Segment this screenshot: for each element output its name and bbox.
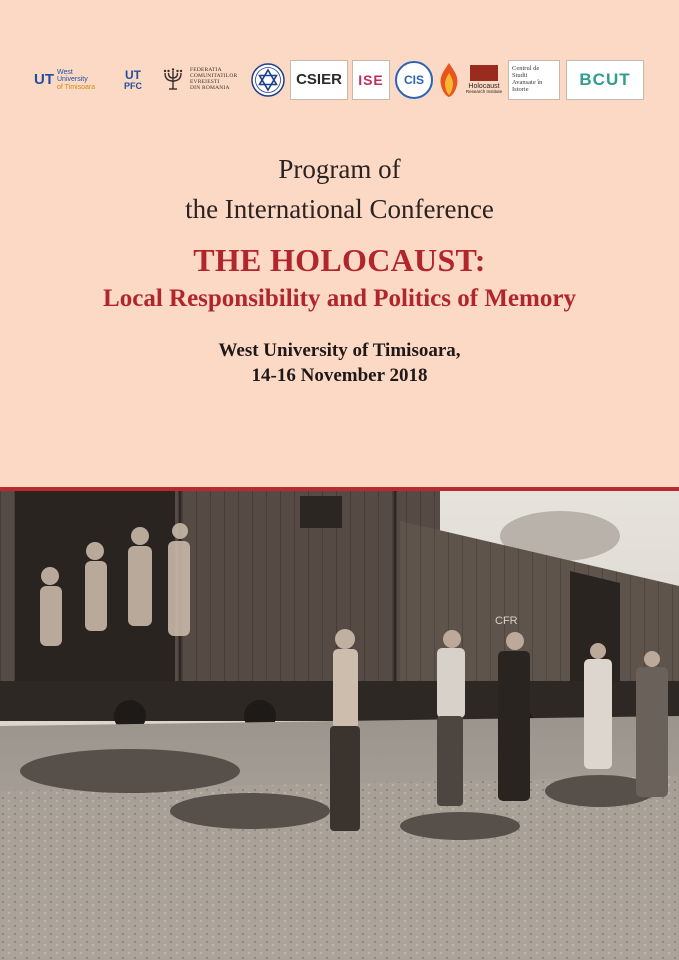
flame-logo — [436, 60, 462, 100]
pfc-text: PFC — [124, 80, 142, 91]
centru-logo — [508, 60, 560, 100]
uvt-mark: UT — [34, 71, 54, 89]
fcer-logo — [160, 60, 244, 100]
holocaust-line1: Holocaust — [468, 82, 500, 90]
centru-line4: Istorie — [512, 85, 529, 93]
partner-logos — [34, 60, 646, 104]
fcer-line2: COMUNITATILOR — [190, 73, 238, 80]
event-dates: 14-16 November 2018 — [251, 365, 428, 386]
centru-line1: Centrul de — [512, 65, 540, 73]
star-seal-logo — [250, 60, 286, 100]
conference-title: THE HOLOCAUST: — [193, 242, 486, 278]
ise-logo — [352, 60, 390, 100]
railway-wagon-left — [0, 491, 440, 696]
uvt-line2: of Timisoara — [57, 83, 96, 91]
flame-icon — [438, 62, 460, 98]
fcer-line3: EVREIESTI — [190, 79, 220, 85]
cis-text: CIS — [403, 72, 424, 87]
historical-photo — [0, 491, 679, 960]
holocaust-institute-mark-icon — [470, 65, 498, 81]
bcut-logo — [566, 60, 644, 100]
event-venue: West University of Timisoara, — [218, 340, 461, 361]
cis-logo — [394, 60, 434, 100]
conference-subtitle: Local Responsibility and Politics of Memory — [103, 285, 576, 312]
menorah-icon — [160, 67, 186, 93]
star-of-david-icon — [251, 63, 285, 97]
centru-line2: Studii — [512, 72, 528, 80]
holocaust-line2: Research Institute — [465, 89, 503, 95]
csier-logo — [290, 60, 348, 100]
fcer-line1: FEDERATIA — [190, 67, 222, 74]
csier-text: CSIER — [296, 71, 342, 89]
uvt-logo — [34, 60, 104, 100]
holocaust-institute-logo — [464, 60, 504, 100]
program-line1: Program of — [278, 154, 401, 184]
ise-text: ISE — [358, 71, 384, 88]
bcut-text: BCUT — [579, 70, 631, 90]
pfc-logo — [116, 60, 150, 100]
wagon-label: CFR — [495, 615, 518, 627]
program-line2: the International Conference — [185, 194, 494, 224]
centru-line3: Avansate în — [512, 79, 543, 86]
fcer-line4: DIN ROMANIA — [190, 84, 230, 91]
pfc-mark: UT — [125, 67, 141, 82]
uvt-line1: West University — [57, 68, 88, 84]
